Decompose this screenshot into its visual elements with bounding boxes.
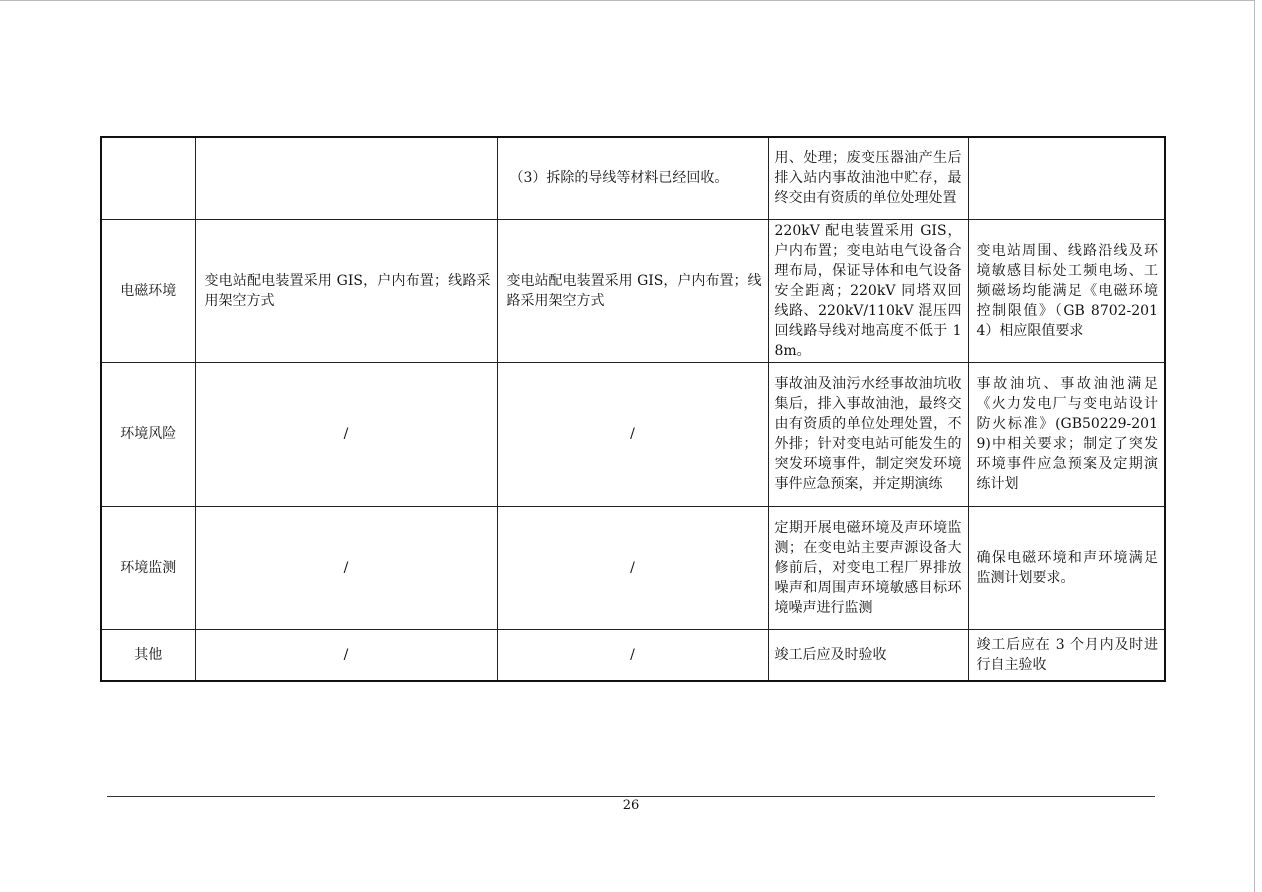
table-cell: 变电站配电装置采用 GIS，户内布置；线路采用架空方式 [195,219,497,362]
table-cell: 事故油坑、事故油池满足《火力发电厂与变电站设计防火标准》(GB50229-2019)中相关要求；制定了突发环境事件应急预案及定期演练计划 [968,362,1165,506]
table-cell: 竣工后应在 3 个月内及时进行自主验收 [968,629,1165,681]
table-cell [968,137,1165,219]
measures-table [100,136,1166,682]
category-cell: 环境风险 [101,362,195,506]
table-cell: 变电站配电装置采用 GIS，户内布置；线路采用架空方式 [497,219,768,362]
category-cell: 电磁环境 [101,219,195,362]
table-row [101,219,1165,362]
table-cell [195,137,497,219]
table-row [101,362,1165,506]
table-cell: 事故油及油污水经事故油坑收集后，排入事故油池，最终交由有资质的单位处理处置，不外排；针对变电站可能发生的突发环境事件，制定突发环境事件应急预案，并定期演练 [768,362,968,506]
table-row [101,137,1165,219]
table-cell: / [195,506,497,629]
table-cell: / [195,362,497,506]
table-cell: 用、处理；废变压器油产生后排入站内事故油池中贮存，最终交由有资质的单位处理处置 [768,137,968,219]
table-cell: / [497,629,768,681]
table-cell: / [195,629,497,681]
category-cell: 其他 [101,629,195,681]
table-cell: 定期开展电磁环境及声环境监测；在变电站主要声源设备大修前后，对变电工程厂界排放噪声和周围声环境敏感目标环境噪声进行监测 [768,506,968,629]
table-row [101,506,1165,629]
table-cell: （3）拆除的导线等材料已经回收。 [497,137,768,219]
category-cell [101,137,195,219]
table-cell: / [497,506,768,629]
page-number: 26 [622,798,640,813]
table-cell: 确保电磁环境和声环境满足监测计划要求。 [968,506,1165,629]
table-cell: / [497,362,768,506]
table-row [101,629,1165,681]
table-cell: 变电站周围、线路沿线及环境敏感目标处工频电场、工频磁场均能满足《电磁环境控制限值》（GB 8702-2014）相应限值要求 [968,219,1165,362]
table-cell: 220kV 配电装置采用 GIS，户内布置；变电站电气设备合理布局，保证导体和电气设备安全距离；220kV 同塔双回线路、220kV/110kV 混压四回线路导线对地高度不低于 18m。 [768,219,968,362]
category-cell: 环境监测 [101,506,195,629]
table-cell: 竣工后应及时验收 [768,629,968,681]
